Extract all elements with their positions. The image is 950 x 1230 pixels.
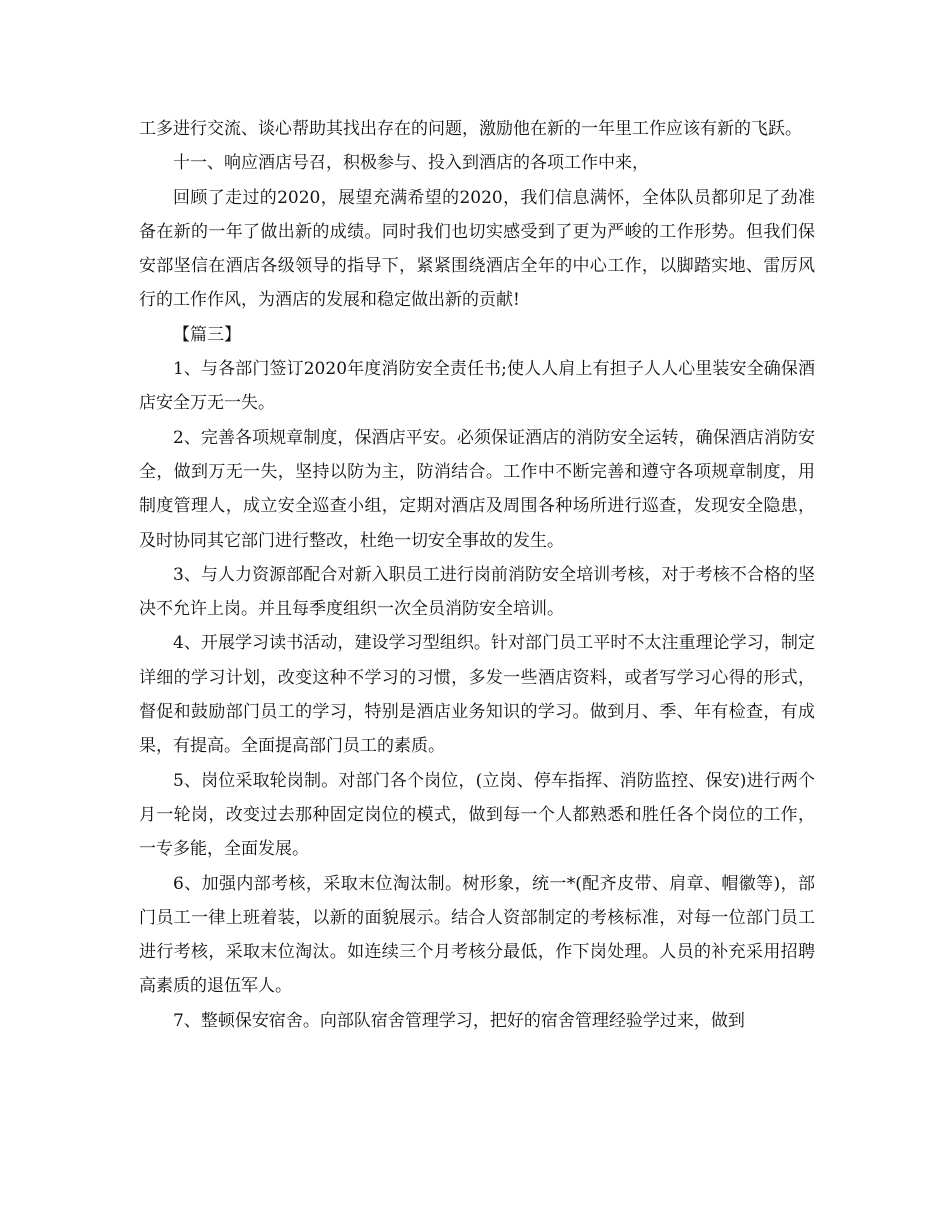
- paragraph-item-5: 5、岗位采取轮岗制。对部门各个岗位，(立岗、停车指挥、消防监控、保安)进行两个月一轮岗，改变过去那种固定岗位的模式，做到每一个人都熟悉和胜任各个岗位的工作，一专多能，全面发展。: [139, 770, 815, 860]
- paragraph-item-3: 3、与人力资源部配合对新入职员工进行岗前消防安全培训考核，对于考核不合格的坚决不允许上岗。并且每季度组织一次全员消防安全培训。: [139, 564, 815, 620]
- paragraph-item-7: 7、整顿保安宿舍。向部队宿舍管理学习，把好的宿舍管理经验学过来，做到: [173, 1010, 745, 1031]
- paragraph-continuation: 工多进行交流、谈心帮助其找出存在的问题，激励他在新的一年里工作应该有新的飞跃。: [139, 119, 802, 139]
- document-body: [139, 112, 815, 1038]
- paragraph-item-2: 2、完善各项规章制度，保酒店平安。必须保证酒店的消防安全运转，确保酒店消防安全，做到万无一失，坚持以防为主，防消结合。工作中不断完善和遵守各项规章制度，用制度管理人，成立安全巡查小组，定期对酒店及周围各种场所进行巡查，发现安全隐患，及时协同其它部门进行整改，杜绝一切安全事故的发生。: [139, 427, 815, 551]
- section-heading: 【篇三】: [173, 324, 241, 345]
- paragraph-item-6: 6、加强内部考核，采取末位淘汰制。树形象，统一*(配齐皮带、肩章、帽徽等)，部门员工一律上班着装，以新的面貌展示。结合人资部制定的考核标准，对每一位部门员工进行考核，采取末位淘汰。如连续三个月考核分最低，作下岗处理。人员的补充采用招聘高素质的退伍军人。: [139, 873, 815, 997]
- paragraph-item-4: 4、开展学习读书活动，建设学习型组织。针对部门员工平时不太注重理论学习，制定详细的学习计划，改变这种不学习的习惯，多发一些酒店资料，或者写学习心得的形式，督促和鼓励部门员工的学习，特别是酒店业务知识的学习。做到月、季、年有检查，有成果，有提高。全面提高部门员工的素质。: [139, 633, 815, 757]
- paragraph-item-1: 1、与各部门签订2020年度消防安全责任书;使人人肩上有担子人人心里装安全确保酒店安全万无一失。: [139, 359, 815, 414]
- paragraph-review: 回顾了走过的2020，展望充满希望的2020，我们信息满怀，全体队员都卯足了劲准备在新的一年了做出新的成绩。同时我们也切实感受到了更为严峻的工作形势。但我们保安部坚信在酒店各级领导的指导下，紧紧围绕酒店全年的中心工作，以脚踏实地、雷厉风行的工作作风，为酒店的发展和稳定做出新的贡献!: [139, 187, 815, 311]
- paragraph-item-eleven: 十一、响应酒店号召，积极参与、投入到酒店的各项工作中来，: [173, 153, 649, 174]
